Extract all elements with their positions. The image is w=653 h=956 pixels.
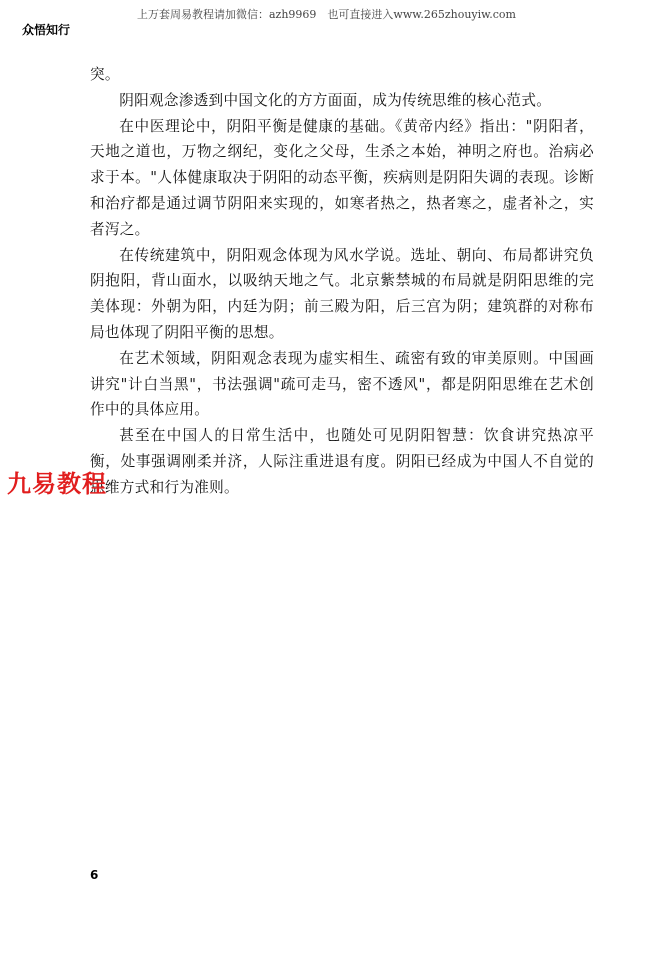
paragraph: 在传统建筑中，阴阳观念体现为风水学说。选址、朝向、布局都讲究负阴抱阳，背山面水，以吸纳天地之气。北京紫禁城的布局就是阴阳思维的完美体现：外朝为阳，内廷为阴；前三殿为阳，后三宫为阴；建筑群的对称布局也体现了阴阳平衡的思想。 xyxy=(90,246,594,341)
paragraph: 阴阳观念渗透到中国文化的方方面面，成为传统思维的核心范式。 xyxy=(119,91,552,109)
watermark: 九易教程 xyxy=(7,470,107,498)
brand-label: 众悟知行 xyxy=(22,23,71,37)
page-number: 6 xyxy=(90,868,99,882)
paragraph: 突。 xyxy=(90,66,120,83)
paragraph: 甚至在中国人的日常生活中，也随处可见阴阳智慧：饮食讲究热凉平衡，处事强调刚柔并济，人际注重进退有度。阴阳已经成为中国人不自觉的思维方式和行为准则。 xyxy=(90,427,594,496)
top-banner: 上万套周易教程请加微信：azh9969 也可直接进入www.265zhouyiw.com xyxy=(136,8,516,21)
paragraph: 在艺术领域，阴阳观念表现为虚实相生、疏密有致的审美原则。中国画讲究"计白当黑"，书法强调"疏可走马，密不透风"，都是阴阳思维在艺术创作中的具体应用。 xyxy=(90,349,594,419)
paragraph: 在中医理论中，阴阳平衡是健康的基础。《黄帝内经》指出："阴阳者，天地之道也，万物之纲纪，变化之父母，生杀之本始，神明之府也。治病必求于本。"人体健康取决于阴阳的动态平衡，疾病则是阴阳失调的表现。诊断和治疗都是通过调节阴阳来实现的，如寒者热之，热者寒之，虚者补之，实者泻之。 xyxy=(90,117,594,238)
document-body xyxy=(90,62,594,501)
